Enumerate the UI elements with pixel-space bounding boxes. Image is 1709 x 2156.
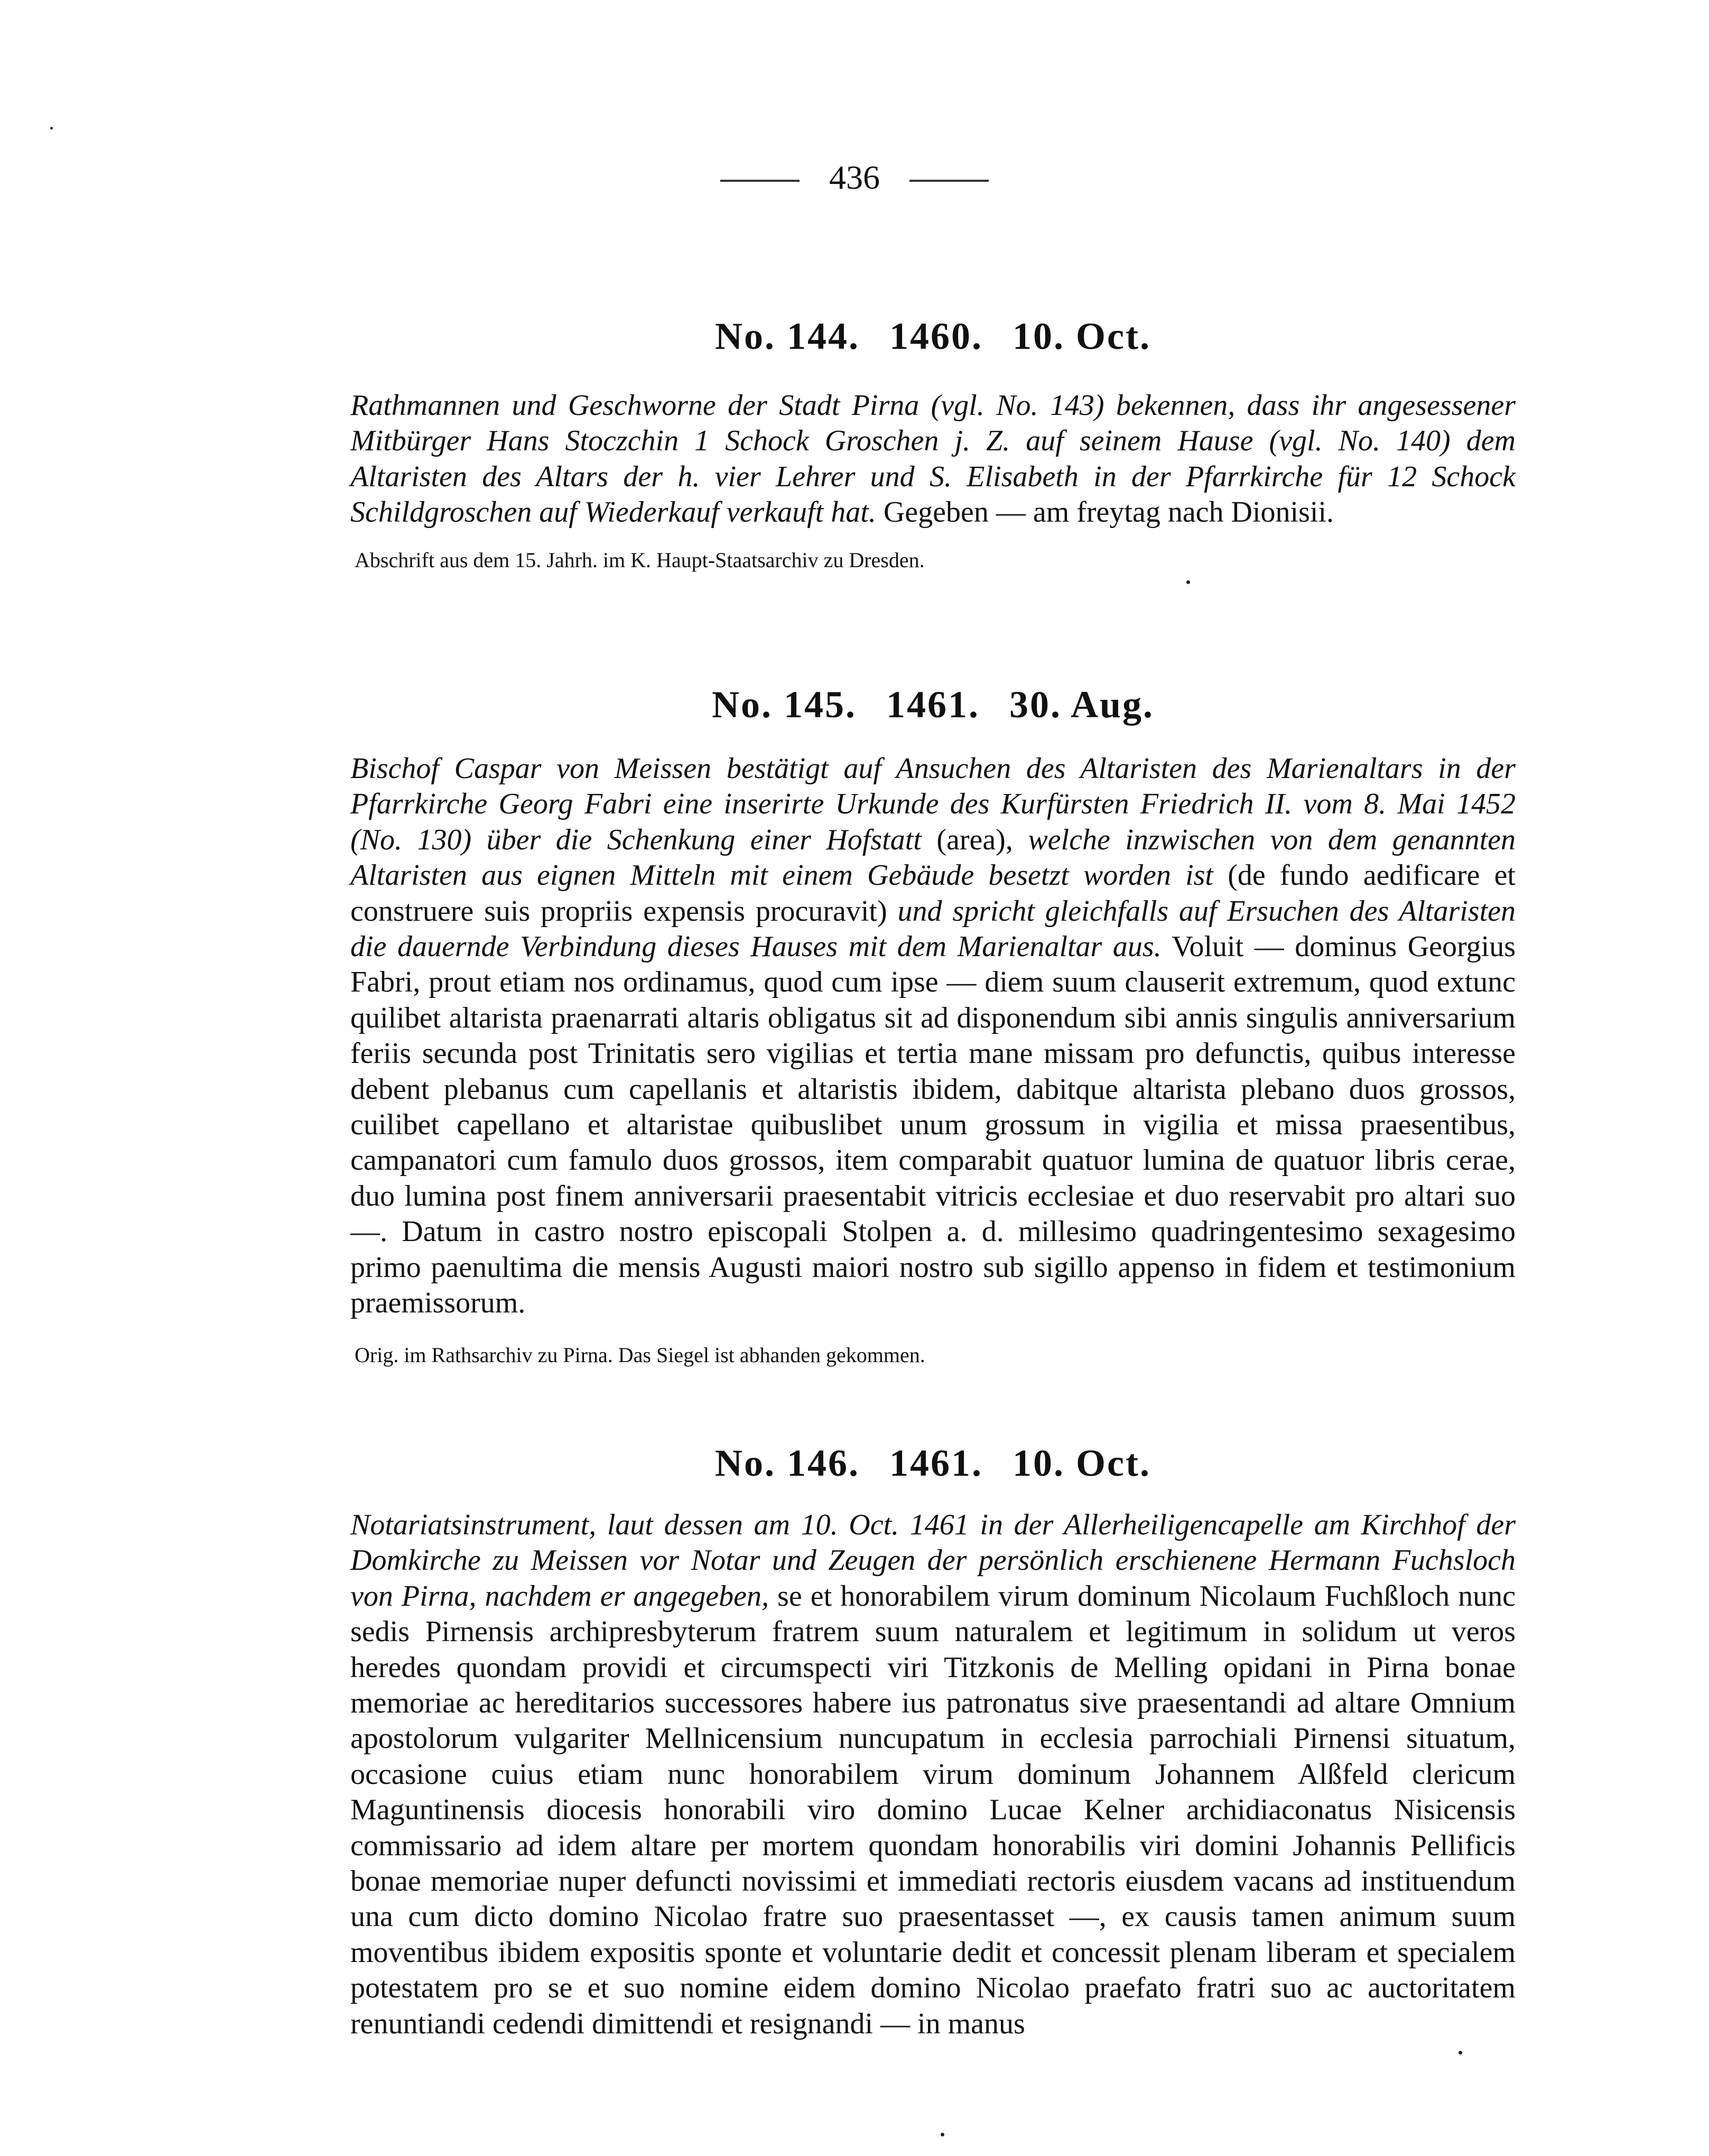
right-rule <box>909 180 989 182</box>
document-144 <box>350 311 1516 575</box>
scan-speck <box>1459 2051 1462 2055</box>
document-146 <box>350 1438 1516 2042</box>
source-note: Orig. im Rathsarchiv zu Pirna. Das Siegel ist abhanden gekommen. <box>355 1343 925 1367</box>
latin-insert-2: (de fundo aedificare et construere suis propriis expensis procuravit) <box>350 859 1516 928</box>
latin-text: Gegeben — am freytag nach Dionisii. <box>883 496 1334 529</box>
document-145 <box>350 679 1516 1370</box>
source-note: Abschrift aus dem 15. Jahrh. im K. Haupt-Staatsarchiv zu Dresden. <box>355 548 925 572</box>
scan-speck <box>1186 580 1190 584</box>
document-body <box>350 1507 1516 2042</box>
document-heading: No. 145. 1461. 30. Aug. <box>711 683 1155 726</box>
latin-insert-1: (area), <box>936 823 1013 856</box>
summary-part-1: Bischof Caspar von Meissen bestätigt auf Ansuchen des Altaristen des Marienaltars in der Pfarrkirche Georg Fabri eine inserirte Urkunde des Kurfürsten Friedrich II. vom 8. Mai 1452 (No. 130) über die Schenkung einer Hofstatt <box>350 752 1516 856</box>
summary-part-2: welche inzwischen von dem genannten Altaristen aus eignen Mitteln mit einem Gebäude besetzt worden ist <box>350 823 1516 892</box>
scan-speck <box>50 127 53 129</box>
document-heading: No. 144. 1460. 10. Oct. <box>715 315 1151 357</box>
document-heading: No. 146. 1461. 10. Oct. <box>715 1442 1151 1484</box>
summary: Notariatsinstrument, laut dessen am 10. Oct. 1461 in der Allerheiligencapelle am Kirchhof der Domkirche zu Meissen vor Notar und Zeugen der persönlich erschienene Hermann Fuchsloch von Pirna, nachdem er angegeben, <box>350 1509 1516 1613</box>
summary-part-3: und spricht gleichfalls auf Ersuchen des Altaristen die dauernde Verbindung dieses Hauses mit dem Marienaltar aus. <box>350 894 1516 964</box>
scan-speck <box>941 2133 944 2136</box>
page-number: 436 <box>0 156 1709 199</box>
left-rule <box>720 180 800 182</box>
summary: Rathmannen und Geschworne der Stadt Pirna (vgl. No. 143) bekennen, dass ihr angesessener Mitbürger Hans Stoczchin 1 Schock Groschen j. Z. auf seinem Hause (vgl. No. 140) dem Altaristen des Altars der h. vier Lehrer und S. Elisabeth in der Pfarrkirche für 12 Schock Schildgroschen auf Wiederkauf verkauft hat. <box>350 389 1516 529</box>
latin-text: se et honorabilem virum dominum Nicolaum Fuchßloch nunc sedis Pirnensis archipresbyterum fratrem suum naturalem et legitimum in solidum ut veros heredes quondam providi et circumspecti viri Titzkonis de Melling opidani in Pirna bonae memoriae ac hereditarios successores habere ius patronatus sive praesentandi ad altare Omnium apostolorum vulgariter Mellnicensium nuncupatum in ecclesia parrochiali Pirnensi situatum, occasione cuius etiam nunc honorabilem virum dominum Johannem Alßfeld clericum Maguntinensis diocesis honorabili viro domino Lucae Kelner archidiaconatus Nisicensis commissario ad idem altare per mortem quondam honorabilis viri domini Johannis Pellificis bonae memoriae nuper defuncti novissimi et immediati rectoris eiusdem vacans ad instituendum una cum dicto domino Nicolao fratre suo praesentasset —, ex causis tamen animum suum moventibus ibidem expositis sponte et voluntarie dedit et concessit plenam liberam et specialem potestatem pro se et suo nomine eidem domino Nicolao praefato fratri suo ac auctoritatem renuntiandi cedendi dimittendi et resignandi — in manus <box>350 1579 1516 2040</box>
document-body <box>350 388 1516 531</box>
latin-text: Voluit — dominus Georgius Fabri, prout etiam nos ordinamus, quod cum ipse — diem suum clauserit extremum, quod extunc quilibet altarista praenarrati altaris obligatus sit ad disponendum sibi annis singulis anniversarium feriis secunda post Trinitatis sero vigilias et tertia mane missam pro defunctis, quibus interesse debent plebanus cum capellanis et altaristis ibidem, dabitque altarista plebano duos grossos, cuilibet capellano et altaristae quibuslibet unum grossum in vigilia et missa praesentibus, campanatori cum famulo duos grossos, item comparabit quatuor lumina de quatuor libris cerae, duo lumina post finem anniversarii praesentabit vitricis ecclesiae et duo reservabit pro altari suo —. Datum in castro nostro episcopali Stolpen a. d. millesimo quadringentesimo sexagesimo primo paenultima die mensis Augusti maiori nostro sub sigillo appenso in fidem et testimonium praemissorum. <box>350 930 1516 1320</box>
document-body <box>350 751 1516 1321</box>
